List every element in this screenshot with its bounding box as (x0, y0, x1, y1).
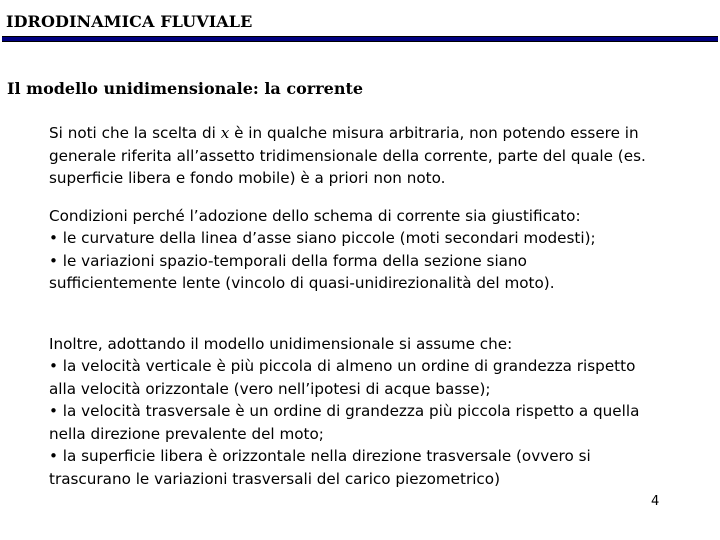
text-fragment: Si noti che la scelta di (49, 124, 221, 142)
slide-header-title: IDRODINAMICA FLUVIALE (6, 12, 253, 31)
bullet-item: • la velocità verticale è più piccola di almeno un ordine di grandezza rispetto (49, 357, 636, 375)
paragraph-conditions (49, 205, 699, 295)
paragraph-line: nella direzione prevalente del moto; (49, 424, 324, 443)
bullet-item: • la superficie libera è orizzontale nella direzione trasversale (ovvero si (49, 447, 591, 465)
bullet-item: • le variazioni spazio-temporali della forma della sezione siano (49, 251, 527, 270)
paragraph-line: superficie libera e fondo mobile) è a priori non noto. (49, 169, 446, 187)
paragraph-assumptions (49, 333, 699, 491)
paragraph-line: sufficientemente lente (vincolo di quasi-unidirezionalità del moto). (49, 274, 555, 292)
bullet-item: • la velocità trasversale è un ordine di grandezza più piccola rispetto a quella (49, 402, 640, 420)
paragraph-line (49, 122, 699, 145)
variable-x: x (220, 124, 230, 142)
text-fragment: è in qualche misura arbitraria, non potendo essere in (229, 124, 639, 142)
paragraph-line: trascurano le variazioni trasversali del carico piezometrico) (49, 469, 500, 488)
paragraph-line: generale riferita all’assetto tridimensionale della corrente, parte del quale (es. (49, 146, 646, 165)
paragraph-line: alla velocità orizzontale (vero nell’ipotesi di acque basse); (49, 379, 491, 398)
header-divider-bar (2, 36, 718, 42)
bullet-item: • le curvature della linea d’asse siano piccole (moti secondari modesti); (49, 229, 596, 247)
slide-body (49, 122, 699, 490)
section-title: Il modello unidimensionale: la corrente (7, 79, 364, 98)
paragraph-line: Inoltre, adottando il modello unidimensionale si assume che: (49, 334, 513, 353)
page-number: 4 (651, 494, 660, 509)
paragraph-line: Condizioni perché l’adozione dello schema di corrente sia giustificato: (49, 206, 581, 225)
paragraph-variable-choice (49, 122, 699, 190)
